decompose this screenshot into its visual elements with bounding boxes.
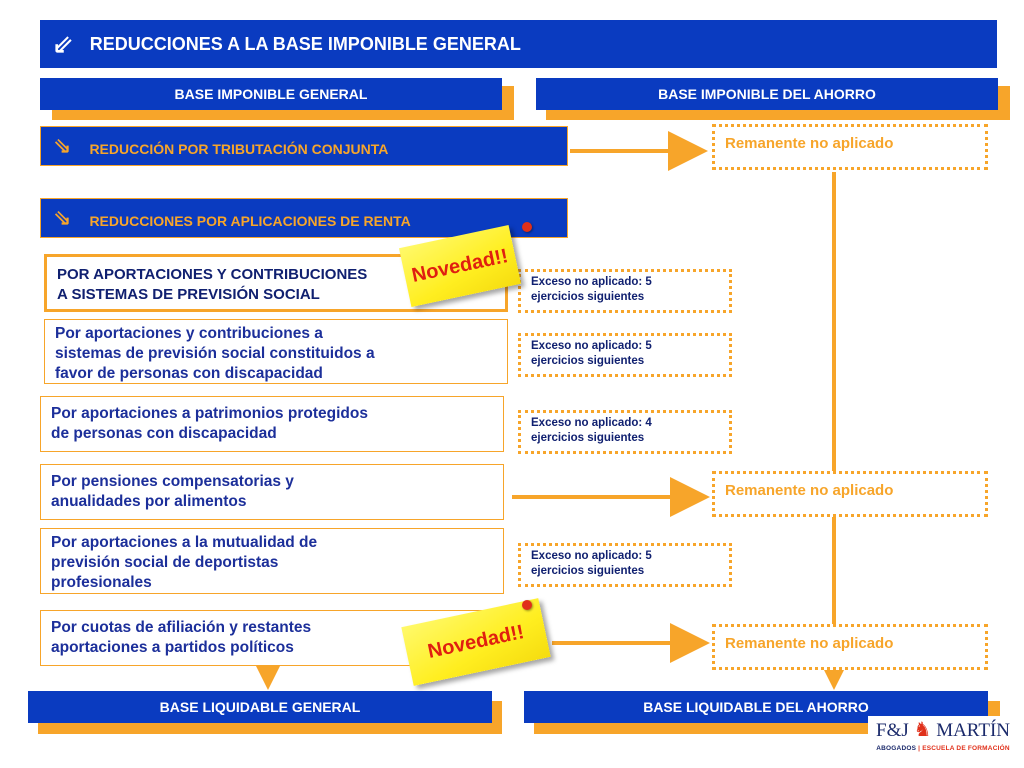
remanente-box-2: Remanente no aplicado [712,471,988,517]
header-base-imponible-ahorro: BASE IMPONIBLE DEL AHORRO [536,78,998,110]
arrow-down-right-icon: ⇘ [53,133,72,158]
page-title-bar [40,20,997,68]
exceso-box-3: Exceso no aplicado: 4 ejercicios siguientes [518,410,732,454]
item-partidos-politicos: Por cuotas de afiliación y restantes aportaciones a partidos políticos [40,610,504,666]
item-mutualidad-deportistas: Por aportaciones a la mutualidad de previsión social de deportistas profesionales [40,528,504,594]
item-prevision-social: POR APORTACIONES Y CONTRIBUCIONES A SISTEMAS DE PREVISIÓN SOCIAL [44,254,508,312]
item-pensiones-compensatorias: Por pensiones compensatorias y anualidades por alimentos [40,464,504,520]
novedad-sticker-2: Novedad!! [401,598,550,686]
item-prevision-discapacidad: Por aportaciones y contribuciones a sistemas de previsión social constituidos a favor de personas con discapacidad [44,319,508,384]
arrow-down-left-icon: ⇙ [52,29,74,59]
novedad-sticker-1: Novedad!! [399,225,521,307]
footer-base-liquidable-ahorro: BASE LIQUIDABLE DEL AHORRO [524,691,988,723]
page-title: REDUCCIONES A LA BASE IMPONIBLE GENERAL [89,33,521,54]
footer-base-liquidable-general: BASE LIQUIDABLE GENERAL [28,691,492,723]
exceso-box-2: Exceso no aplicado: 5 ejercicios siguientes [518,333,732,377]
pushpin-icon [522,222,532,232]
firm-logo: F&J ♞ MARTÍN ABOGADOS | ESCUELA DE FORMACIÓN [868,716,1018,764]
arrow-down-right-icon: ⇘ [53,205,72,230]
pushpin-icon [522,600,532,610]
section-aplicaciones-renta: ⇘ REDUCCIONES POR APLICACIONES DE RENTA [40,198,568,238]
knight-icon: ♞ [913,719,932,741]
exceso-box-1: Exceso no aplicado: 5 ejercicios siguientes [518,269,732,313]
exceso-box-4: Exceso no aplicado: 5 ejercicios siguientes [518,543,732,587]
remanente-box-1: Remanente no aplicado [712,124,988,170]
section-tributacion-conjunta: ⇘ REDUCCIÓN POR TRIBUTACIÓN CONJUNTA [40,126,568,166]
header-base-imponible-general: BASE IMPONIBLE GENERAL [40,78,502,110]
remanente-box-3: Remanente no aplicado [712,624,988,670]
item-patrimonios-protegidos: Por aportaciones a patrimonios protegidos de personas con discapacidad [40,396,504,452]
